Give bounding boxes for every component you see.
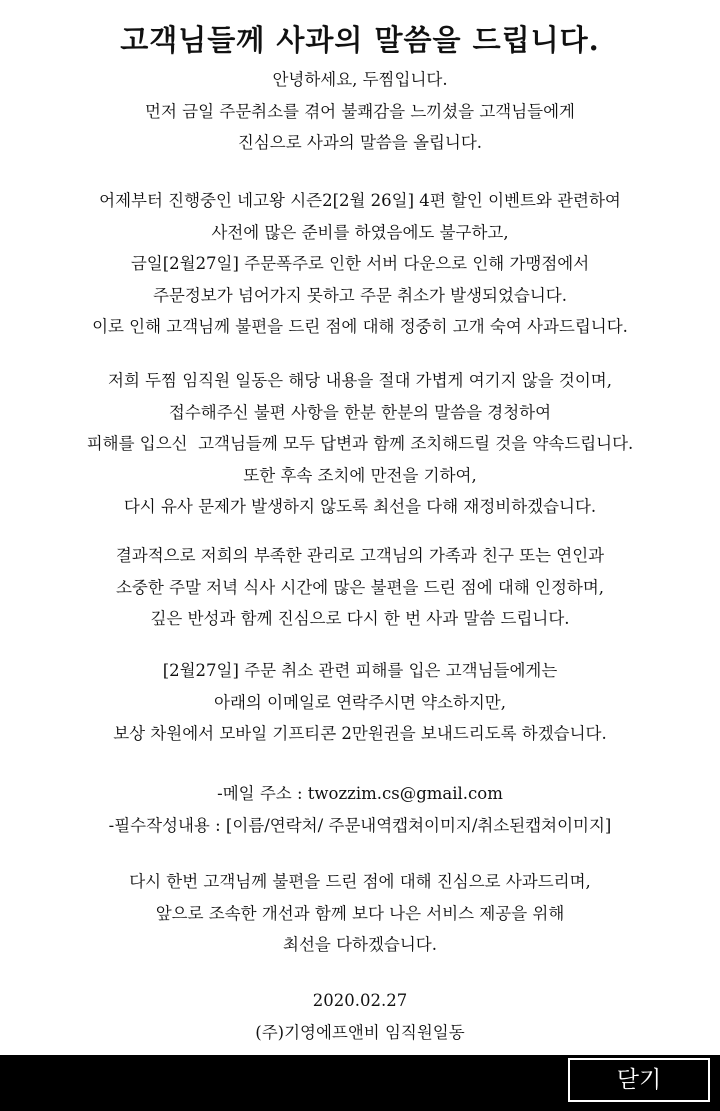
notice-title: 고객님들께 사과의 말씀을 드립니다. (120, 23, 600, 57)
footer-bar (0, 1055, 720, 1111)
event-paragraph (0, 185, 720, 343)
email-address-line: -메일 주소 : twozzim.cs@gmail.com (217, 784, 503, 803)
intro-line: 안녕하세요, 두찜입니다. (272, 70, 448, 89)
reflection-line: 결과적으로 저희의 부족한 관리로 고객님의 가족과 친구 또는 연인과 (115, 546, 605, 565)
notice-date: 2020.02.27 (312, 991, 408, 1010)
event-line: 주문정보가 넘어가지 못하고 주문 취소가 발생되었습니다. (152, 285, 567, 305)
promise-line: 피해를 입으신 고객님들께 모두 답변과 함께 조치해드릴 것을 약속드립니다. (86, 434, 634, 453)
signature-block (0, 985, 720, 1048)
closing-line: 다시 한번 고객님께 불편을 드린 점에 대해 진심으로 사과드리며, (129, 872, 591, 891)
compensation-line: [2월27일] 주문 취소 관련 피해를 입은 고객님들에게는 (162, 661, 558, 680)
promise-line: 다시 유사 문제가 발생하지 않도록 최선을 다해 재정비하겠습니다. (123, 497, 597, 516)
compensation-paragraph (0, 655, 720, 750)
event-line: 이로 인해 고객님께 불편을 드린 점에 대해 정중히 고개 숙여 사과드립니다. (92, 317, 628, 336)
promise-line: 접수해주신 불편 사항을 한분 한분의 말씀을 경청하여 (168, 402, 552, 422)
contact-info (0, 778, 720, 841)
event-line: 사전에 많은 준비를 하였음에도 불구하고, (211, 222, 509, 242)
intro-paragraph (0, 64, 720, 159)
compensation-line: 아래의 이메일로 연락주시면 약소하지만, (214, 692, 506, 712)
reflection-paragraph (0, 540, 720, 635)
reflection-line: 소중한 주말 저녁 식사 시간에 많은 불편을 드린 점에 대해 인정하며, (115, 577, 605, 597)
event-line: 금일[2월27일] 주문폭주로 인한 서버 다운으로 인해 가맹점에서 (130, 254, 590, 273)
close-button[interactable]: 닫기 (568, 1058, 710, 1102)
required-fields-line: -필수작성내용 : [이름/연락처/ 주문내역캡쳐이미지/취소된캡쳐이미지] (108, 815, 612, 835)
company-signature: (주)기영에프앤비 임직원일동 (255, 1022, 465, 1042)
reflection-line: 깊은 반성과 함께 진심으로 다시 한 번 사과 말씀 드립니다. (150, 609, 570, 628)
closing-line: 앞으로 조속한 개선과 함께 보다 나은 서비스 제공을 위해 (155, 903, 565, 923)
promise-line: 또한 후속 조치에 만전을 기하여, (243, 465, 477, 485)
closing-paragraph (0, 866, 720, 961)
intro-line: 진심으로 사과의 말씀을 올립니다. (237, 133, 483, 152)
compensation-line: 보상 차원에서 모바일 기프티콘 2만원권을 보내드리도록 하겠습니다. (113, 724, 607, 743)
event-line: 어제부터 진행중인 네고왕 시즌2[2월 26일] 4편 할인 이벤트와 관련하여 (99, 191, 621, 210)
promise-line: 저희 두찜 임직원 일동은 해당 내용을 절대 가볍게 여기지 않을 것이며, (108, 371, 612, 390)
intro-line: 먼저 금일 주문취소를 겪어 불쾌감을 느끼셨을 고객님들에게 (145, 101, 575, 121)
closing-line: 최선을 다하겠습니다. (283, 935, 437, 954)
promise-paragraph (0, 365, 720, 523)
